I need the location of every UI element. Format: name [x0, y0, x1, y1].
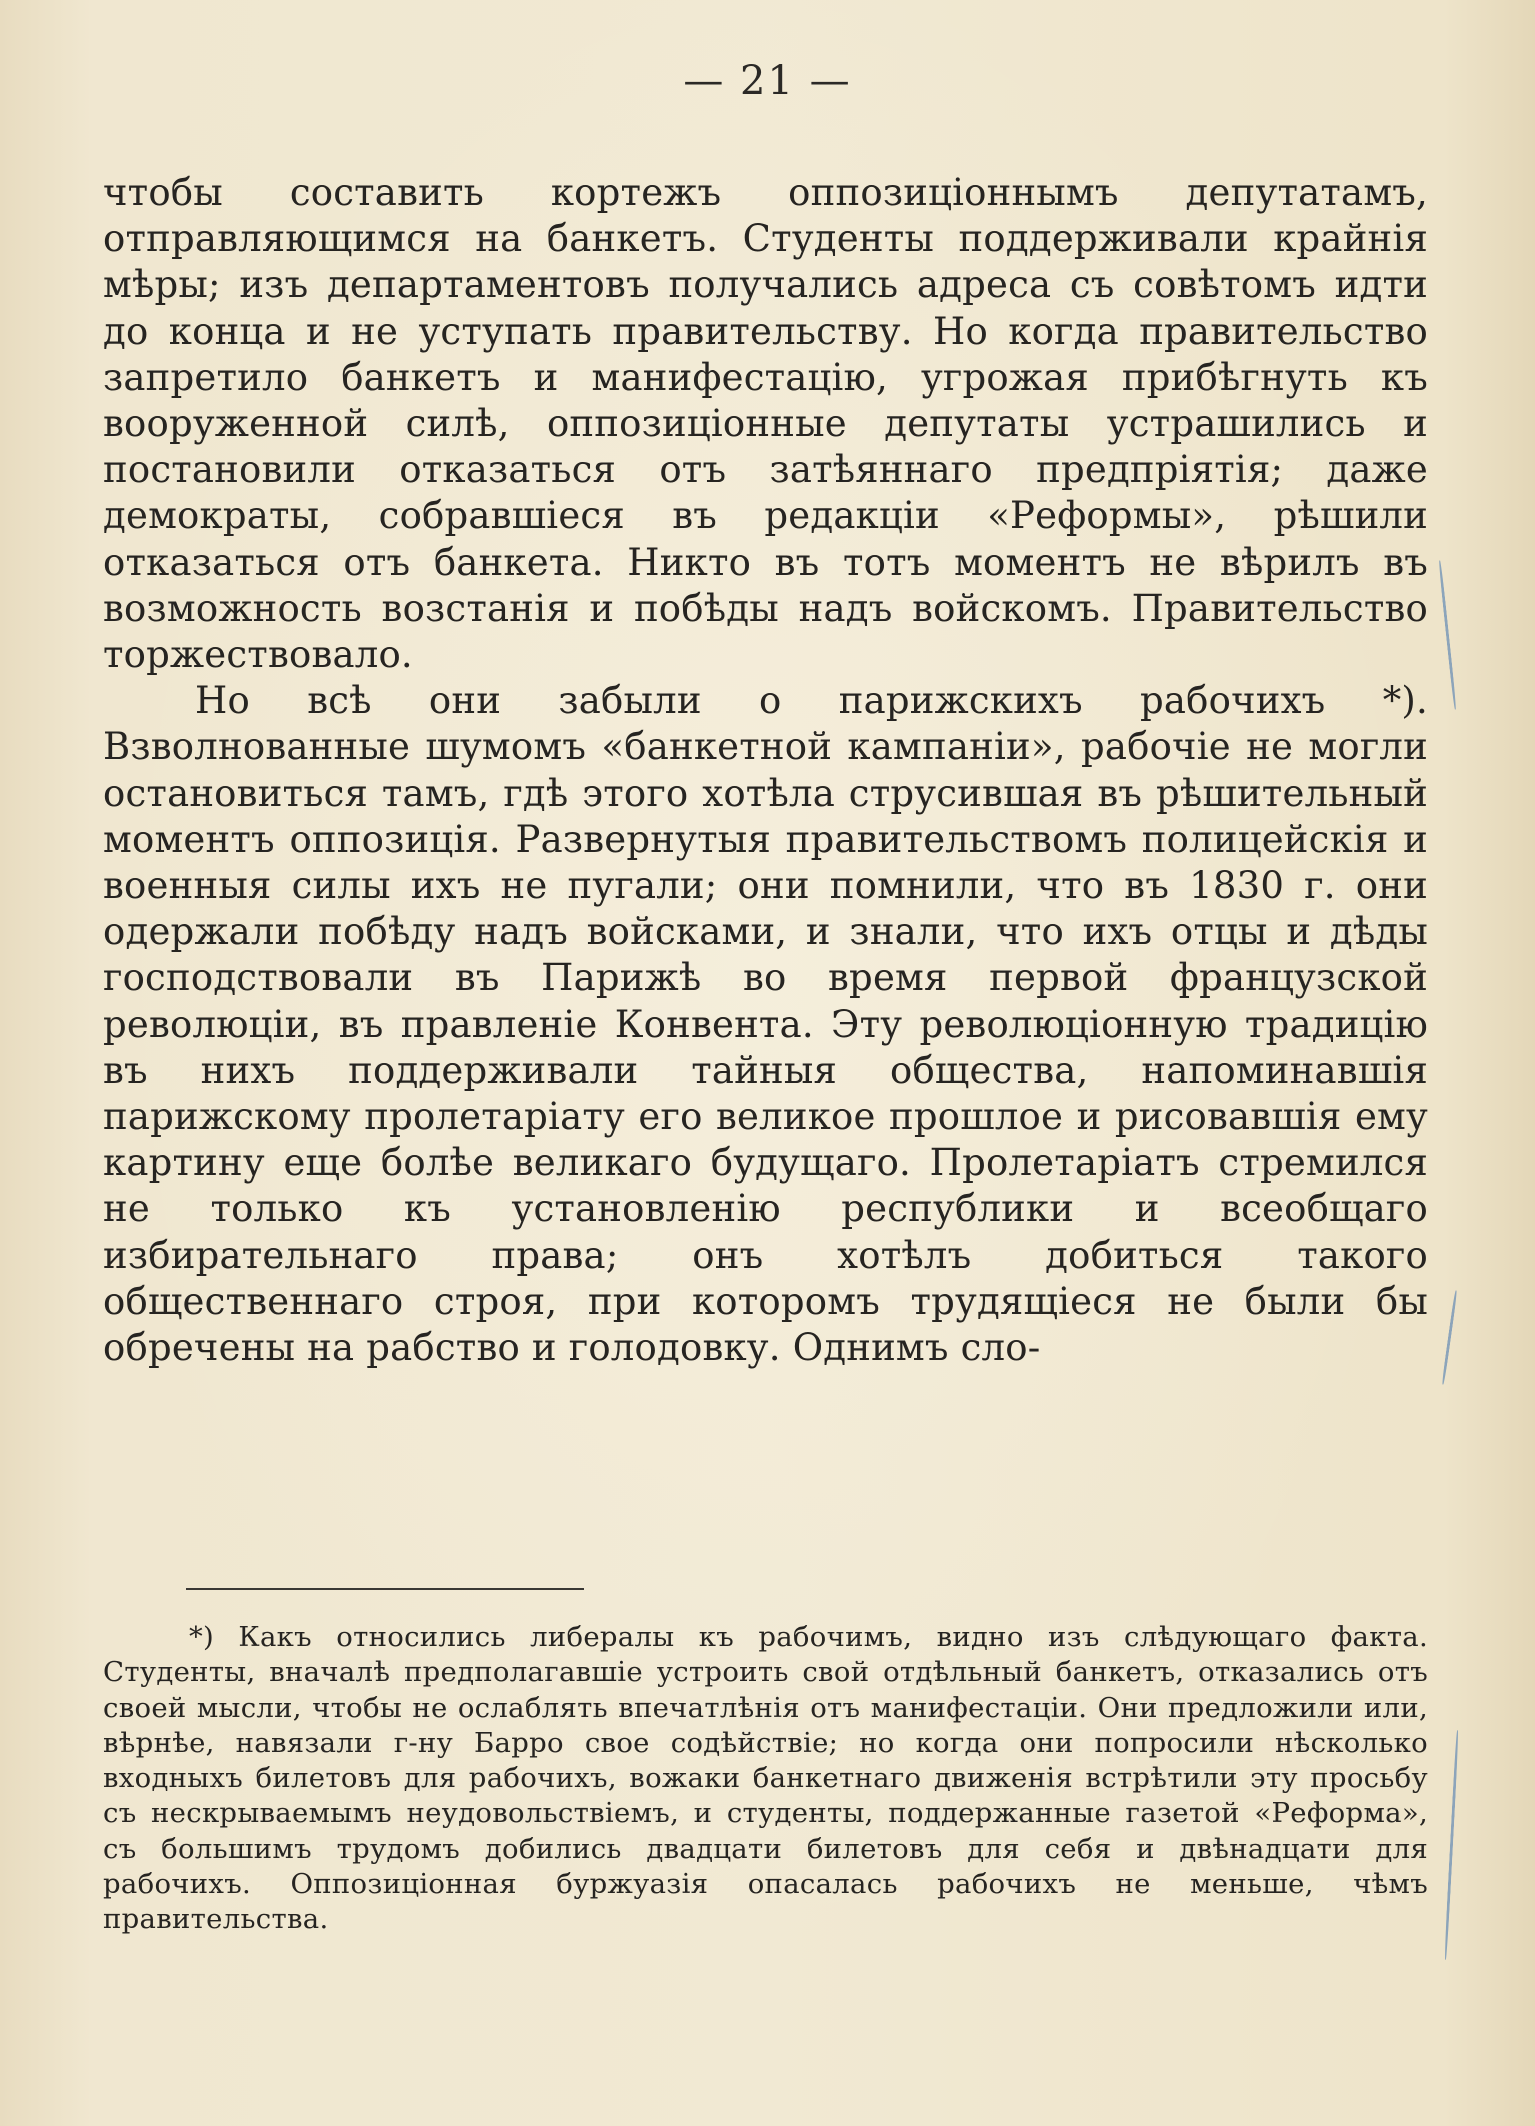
footnote-divider	[186, 1588, 584, 1590]
main-text	[103, 170, 1428, 1371]
paragraph-2: Но всѣ они забыли о парижскихъ рабочихъ *). Взволнованные шумомъ «банкетной кампаніи», рабочіе не могли остановиться тамъ, гдѣ этого хотѣла струсившая въ рѣшительный моментъ оппозиція. Развернутыя правительствомъ полицейскія и военныя силы ихъ не пугали; они помнили, что въ 1830 г. они одержали побѣду надъ войсками, и знали, что ихъ отцы и дѣды господствовали въ Парижѣ во время первой французской революціи, въ правленіе Конвента. Эту революціонную традицію въ нихъ поддерживали тайныя общества, напоминавшія парижскому пролетаріату его великое прошлое и рисовавшія ему картину еще болѣе великаго будущаго. Пролетаріатъ стремился не только къ установленію республики и всеобщаго избирательнаго права; онъ хотѣлъ добиться такого общественнаго строя, при которомъ трудящіеся не были бы обречены на рабство и голодовку. Однимъ сло-	[103, 679, 1428, 1370]
page-number: — 21 —	[683, 58, 852, 104]
margin-pencil-mark	[1438, 560, 1457, 709]
paragraph-1: чтобы составить кортежъ оппозиціоннымъ депутатамъ, отправляющимся на банкетъ. Студенты поддерживали крайнія мѣры; изъ департаментовъ получались адреса съ совѣтомъ идти до конца и не уступать правительству. Но когда правительство запретило банкетъ и манифестацію, угрожая прибѣгнуть къ вооруженной силѣ, оппозиціонные депутаты устрашились и постановили отказаться отъ затѣяннаго предпріятія; даже демократы, собравшіеся въ редакціи «Реформы», рѣшили отказаться отъ банкета. Никто въ тотъ моментъ не вѣрилъ въ возможность возстанія и побѣды надъ войскомъ. Правительство торжествовало.	[103, 171, 1428, 677]
footnote: *) Какъ относились либералы къ рабочимъ, видно изъ слѣдующаго факта. Студенты, вначалѣ предполагавшіе устроить свой отдѣльный банкетъ, отказались отъ своей мысли, чтобы не ослаблять впечатлѣнія отъ манифестаціи. Они предложили или, вѣрнѣе, навязали г-ну Барро свое содѣйствіе; но когда они попросили нѣсколько входныхъ билетовъ для рабочихъ, вожаки банкетнаго движенія встрѣтили эту просьбу съ нескрываемымъ неудовольствіемъ, и студенты, поддержанные газетой «Реформа», съ большимъ трудомъ добились двадцати билетовъ для себя и двѣнадцати для рабочихъ. Оппозиціонная буржуазія опасалась рабочихъ не меньше, чѣмъ правительства.	[103, 1621, 1428, 1936]
margin-pencil-mark	[1441, 1290, 1457, 1384]
margin-pencil-mark	[1444, 1730, 1459, 1960]
